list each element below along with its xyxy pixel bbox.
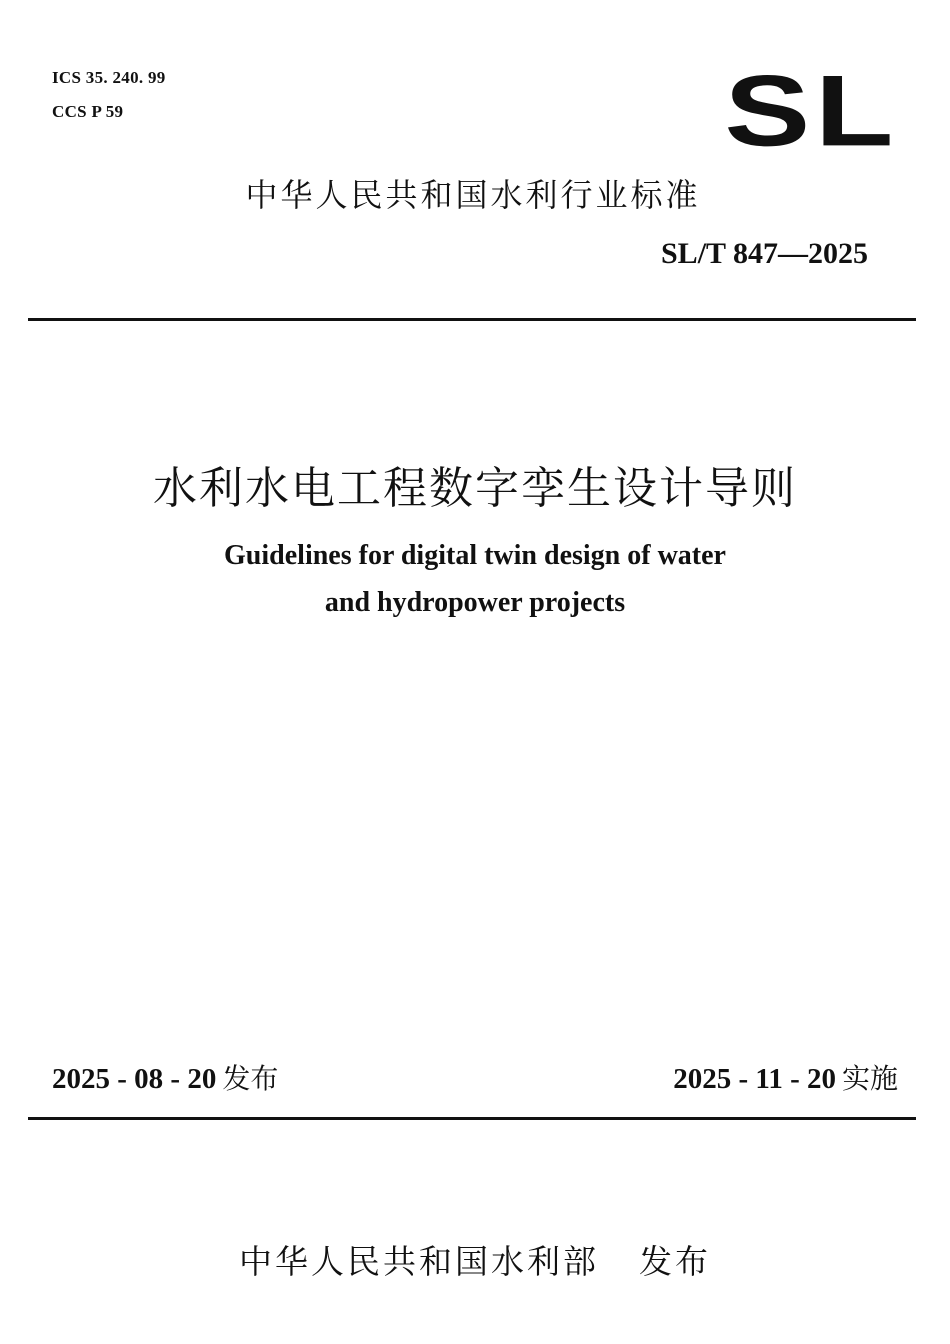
bottom-divider	[28, 1117, 916, 1120]
top-divider	[28, 318, 916, 321]
title-chinese: 水利水电工程数字孪生设计导则	[153, 463, 797, 514]
industry-standard-heading	[0, 170, 950, 216]
ccs-code: CCS P 59	[52, 102, 124, 121]
publish-label: 发布	[639, 1242, 711, 1281]
title-english-line-2: and hydropower projects	[324, 587, 626, 618]
implement-date: 2025 - 11 - 20	[673, 1063, 836, 1095]
publisher-name: 中华人民共和国水利部	[239, 1242, 599, 1281]
standard-number: SL/T 847—2025	[661, 237, 868, 270]
issue-date: 2025 - 08 - 20	[52, 1063, 217, 1095]
ics-code: ICS 35. 240. 99	[52, 68, 166, 87]
issue-date-block	[52, 1057, 278, 1097]
sl-logo: SL	[724, 54, 898, 167]
implement-date-block	[673, 1057, 898, 1097]
implement-label: 实施	[841, 1062, 898, 1095]
publisher-line	[0, 1236, 950, 1283]
industry-standard-text: 中华人民共和国水利行业标准	[245, 176, 701, 214]
title-english-line-1: Guidelines for digital twin design of water	[224, 540, 726, 571]
issue-label: 发布	[222, 1062, 279, 1095]
